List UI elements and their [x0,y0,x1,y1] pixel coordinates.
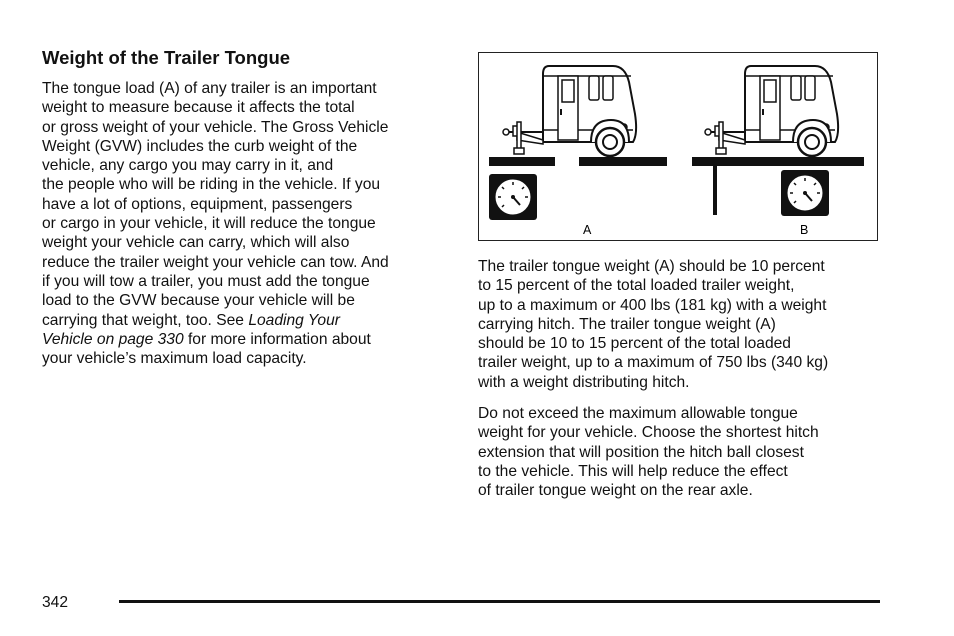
cross-reference-link[interactable]: Loading Your [248,311,340,329]
page-number: 342 [42,594,69,611]
text-fragment: carrying that weight, too. See [42,311,244,329]
left-column [42,46,450,368]
tongue-weight-paragraph [478,257,888,392]
text-fragment: for more information about [183,330,371,348]
text-line: The tongue load (A) of any trailer is an important [42,80,377,97]
text-line: have a lot of options, equipment, passengers [42,195,353,213]
right-column [478,52,888,501]
trailer-tongue-illustration [478,52,878,241]
text-line: of trailer tongue weight on the rear axle. [478,482,753,500]
trailer-illustration-b [692,66,864,216]
text-line: the people who will be riding in the vehicle. If you [42,176,381,194]
text-line: weight your vehicle can carry, which will also [42,234,350,252]
text-line: reduce the trailer weight your vehicle can tow. And [42,253,389,271]
hitch-advice-paragraph [478,404,888,500]
text-line: with a weight distributing hitch. [478,373,690,391]
text-line: carrying hitch. The trailer tongue weight (A) [478,315,776,333]
text-line: Do not exceed the maximum allowable tongue [478,405,798,423]
text-line: to the vehicle. This will help reduce the effect [478,462,788,480]
trailer-diagram [479,53,879,242]
footer-rule [119,600,880,603]
trailer-illustration-a [489,66,667,220]
text-line: should be 10 to 15 percent of the total loaded [478,335,791,353]
text-line: your vehicle’s maximum load capacity. [42,350,307,368]
figure-label-a: A [583,223,592,237]
text-line: if you will tow a trailer, you must add the tongue [42,272,370,290]
figure-label-b: B [800,223,809,237]
text-line: weight to measure because it affects the total [42,99,355,117]
text-line: vehicle, any cargo you may carry in it, and [42,157,334,175]
intro-paragraph [42,79,450,368]
text-line [42,330,450,349]
text-line: load to the GVW because your vehicle will be [42,292,355,310]
text-line [42,311,450,330]
section-title: Weight of the Trailer Tongue [42,47,291,68]
text-line: The trailer tongue weight (A) should be 10 percent [478,258,825,275]
page-footer [42,594,880,614]
cross-reference-link-cont[interactable]: Vehicle on page 330 [42,330,184,348]
text-line: or cargo in your vehicle, it will reduce the tongue [42,215,376,233]
text-line: to 15 percent of the total loaded trailer weight, [478,277,795,295]
scale-gauge-icon [489,174,537,220]
scale-gauge-icon [781,170,829,216]
text-line: Weight (GVW) includes the curb weight of the [42,137,358,155]
text-line: trailer weight, up to a maximum of 750 lbs (340 kg) [478,354,829,372]
text-line: weight for your vehicle. Choose the shortest hitch [478,424,819,442]
text-line: extension that will position the hitch ball closest [478,443,804,461]
text-line: or gross weight of your vehicle. The Gross Vehicle [42,118,389,136]
text-line: up to a maximum or 400 lbs (181 kg) with a weight [478,296,827,314]
